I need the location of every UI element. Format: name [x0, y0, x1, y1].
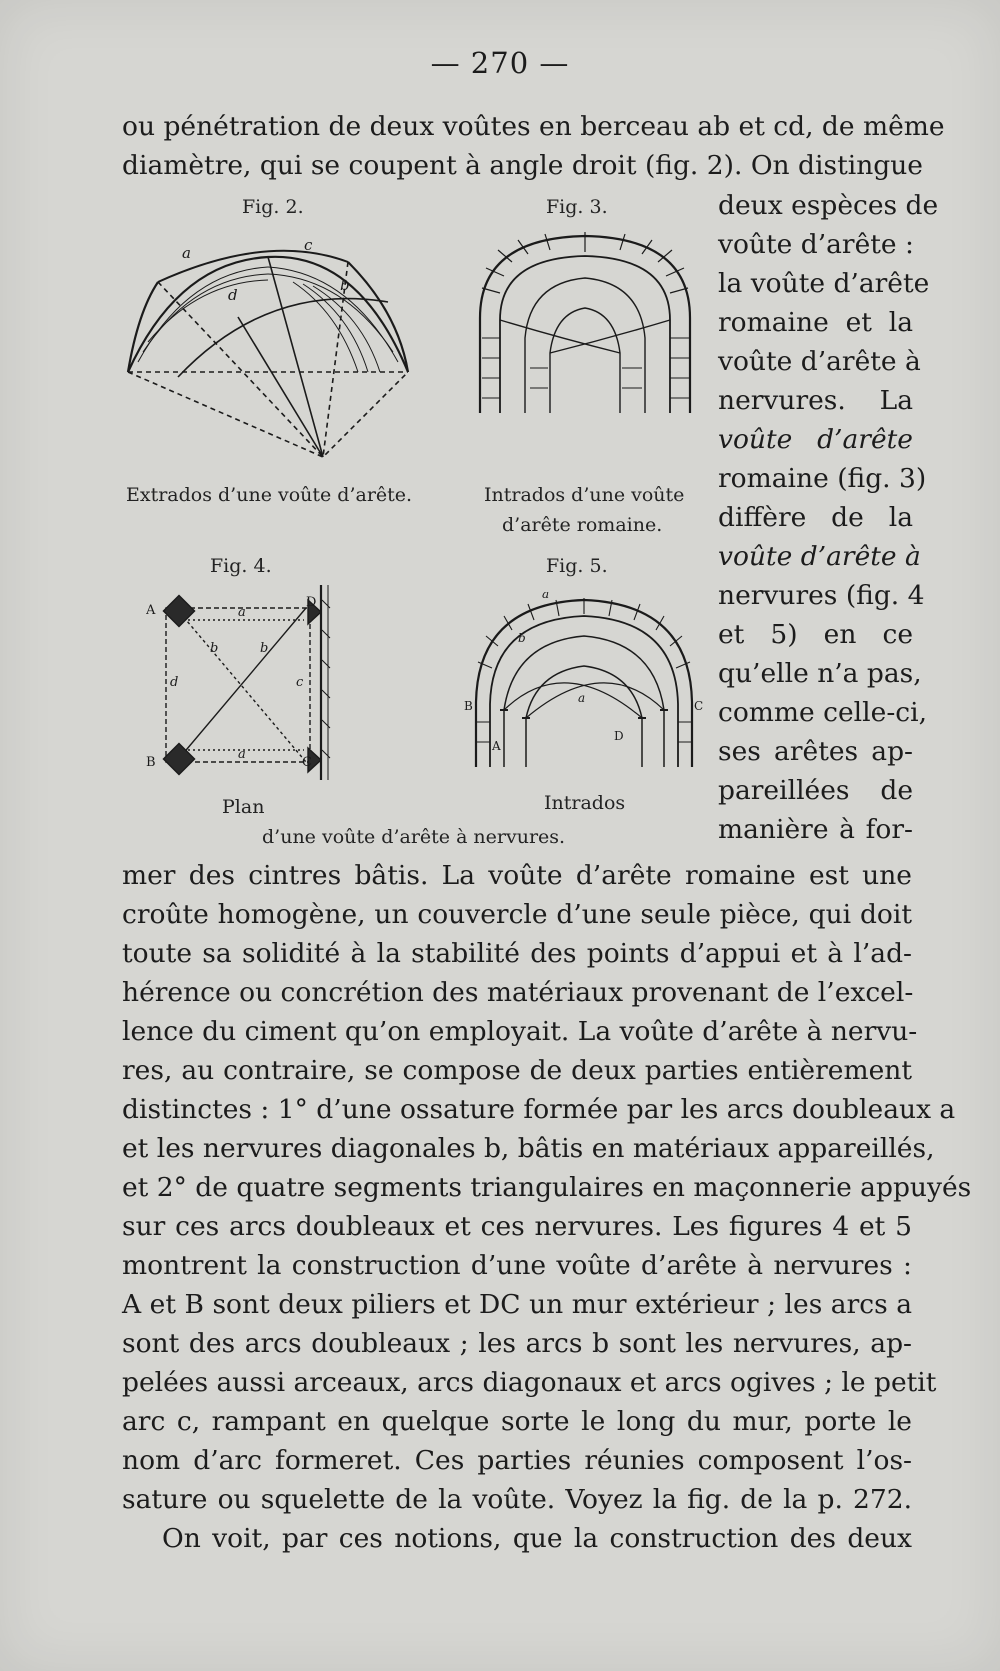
side-line: voûte d’arête à: [718, 346, 921, 377]
fig4-letter: a: [238, 605, 246, 620]
fig4-letter: B: [146, 755, 156, 770]
side-line: la voûte d’arête: [718, 268, 930, 299]
body-line: nom d’arc formeret. Ces parties réunies composent l’os-: [122, 1445, 912, 1476]
body-line: res, au contraire, se compose de deux parties entièrement: [122, 1055, 912, 1086]
fig4-5-shared-caption: d’une voûte d’arête à nervures.: [262, 826, 566, 848]
fig5-letter: B: [464, 699, 473, 713]
body-line: croûte homogène, un couvercle d’une seule pièce, qui doit: [122, 899, 912, 930]
body-line: et 2° de quatre segments triangulaires en maçonnerie appuyés: [122, 1172, 972, 1203]
fig2-letter: a: [182, 244, 191, 262]
fig4-letter: C: [302, 755, 312, 770]
side-line: manière à for-: [718, 814, 913, 845]
side-line: comme celle-ci,: [718, 697, 928, 728]
body-line: et les nervures diagonales b, bâtis en matériaux appareillés,: [122, 1133, 935, 1164]
body-line: On voit, par ces notions, que la construction des deux: [162, 1523, 912, 1554]
fig3-caption-line2: d’arête romaine.: [502, 514, 663, 536]
fig5-letter: b: [518, 631, 526, 645]
fig5-letter: a: [542, 592, 550, 601]
fig4-letter: b: [210, 641, 219, 656]
fig4-letter: c: [296, 675, 304, 690]
body-line: pelées aussi arceaux, arcs diagonaux et arcs ogives ; le petit: [122, 1367, 937, 1398]
side-line: romaine (fig. 3): [718, 463, 927, 494]
side-line: pareillées de: [718, 775, 913, 806]
fig3-label: Fig. 3.: [546, 196, 608, 218]
side-line: diffère de la: [718, 502, 913, 533]
fig4-letter: D: [306, 595, 317, 610]
side-line: et 5) en ce: [718, 619, 913, 650]
body-line: arc c, rampant en quelque sorte le long du mur, porte le: [122, 1406, 912, 1437]
fig5-letter: A: [492, 739, 501, 753]
side-line: voûte d’arête :: [718, 229, 914, 260]
body-line: A et B sont deux piliers et DC un mur extérieur ; les arcs a: [122, 1289, 912, 1320]
body-line: mer des cintres bâtis. La voûte d’arête romaine est une: [122, 860, 912, 891]
fig5-letter: D: [614, 729, 624, 743]
body-text: [122, 856, 972, 1558]
side-line: voûte d’arête à: [718, 541, 921, 572]
fig2-caption: Extrados d’une voûte d’arête.: [126, 484, 413, 506]
fig3-intrados-romaine-illustration: [470, 228, 700, 418]
body-line: toute sa solidité à la stabilité des points d’appui et à l’ad-: [122, 938, 912, 969]
fig4-letter: a: [238, 747, 246, 762]
fig4-plan-illustration: [146, 580, 356, 790]
fig2-label: Fig. 2.: [242, 196, 304, 218]
fig2-letter: d: [228, 286, 238, 304]
fig5-label: Fig. 5.: [546, 555, 608, 577]
side-line: ses arêtes ap-: [718, 736, 913, 767]
side-column: [718, 186, 939, 849]
side-line: voûte d’arête: [718, 424, 913, 455]
body-line: hérence ou concrétion des matériaux provenant de l’excel-: [122, 977, 914, 1008]
body-line: lence du ciment qu’on employait. La voûte d’arête à nervu-: [122, 1016, 918, 1047]
fig4-letter: b: [260, 641, 269, 656]
fig4-plan-label: Plan: [222, 796, 265, 818]
side-line: nervures (fig. 4: [718, 580, 925, 611]
fig2-extrados-vault-illustration: [118, 222, 428, 472]
fig4-label: Fig. 4.: [210, 555, 272, 577]
fig4-letter: A: [146, 603, 156, 618]
side-line: qu’elle n’a pas,: [718, 658, 922, 689]
side-line: deux espèces de: [718, 190, 939, 221]
fig5-letter: C: [694, 699, 704, 713]
body-line: montrent la construction d’une voûte d’arête à nervures :: [122, 1250, 912, 1281]
side-line: nervures. La: [718, 385, 913, 416]
body-line: distinctes : 1° d’une ossature formée par les arcs doubleaux a: [122, 1094, 956, 1125]
fig2-letter: c: [304, 236, 313, 254]
intro-line-1: ou pénétration de deux voûtes en berceau ab et cd, de même: [122, 111, 945, 142]
body-line: sur ces arcs doubleaux et ces nervures. Les figures 4 et 5: [122, 1211, 912, 1242]
fig4-letter: d: [170, 675, 179, 690]
fig5-intrados-label: Intrados: [544, 792, 626, 814]
body-line: sature ou squelette de la voûte. Voyez la fig. de la p. 272.: [122, 1484, 912, 1515]
fig2-letter: b: [340, 276, 350, 294]
fig5-intrados-nervures-illustration: [464, 592, 704, 772]
intro-line-2: diamètre, qui se coupent à angle droit (fig. 2). On distingue: [122, 150, 923, 181]
fig5-letter: a: [578, 691, 586, 705]
fig3-caption-line1: Intrados d’une voûte: [484, 484, 685, 506]
body-line: sont des arcs doubleaux ; les arcs b sont les nervures, ap-: [122, 1328, 912, 1359]
side-line: romaine et la: [718, 307, 913, 338]
page-number: — 270 —: [430, 46, 570, 80]
